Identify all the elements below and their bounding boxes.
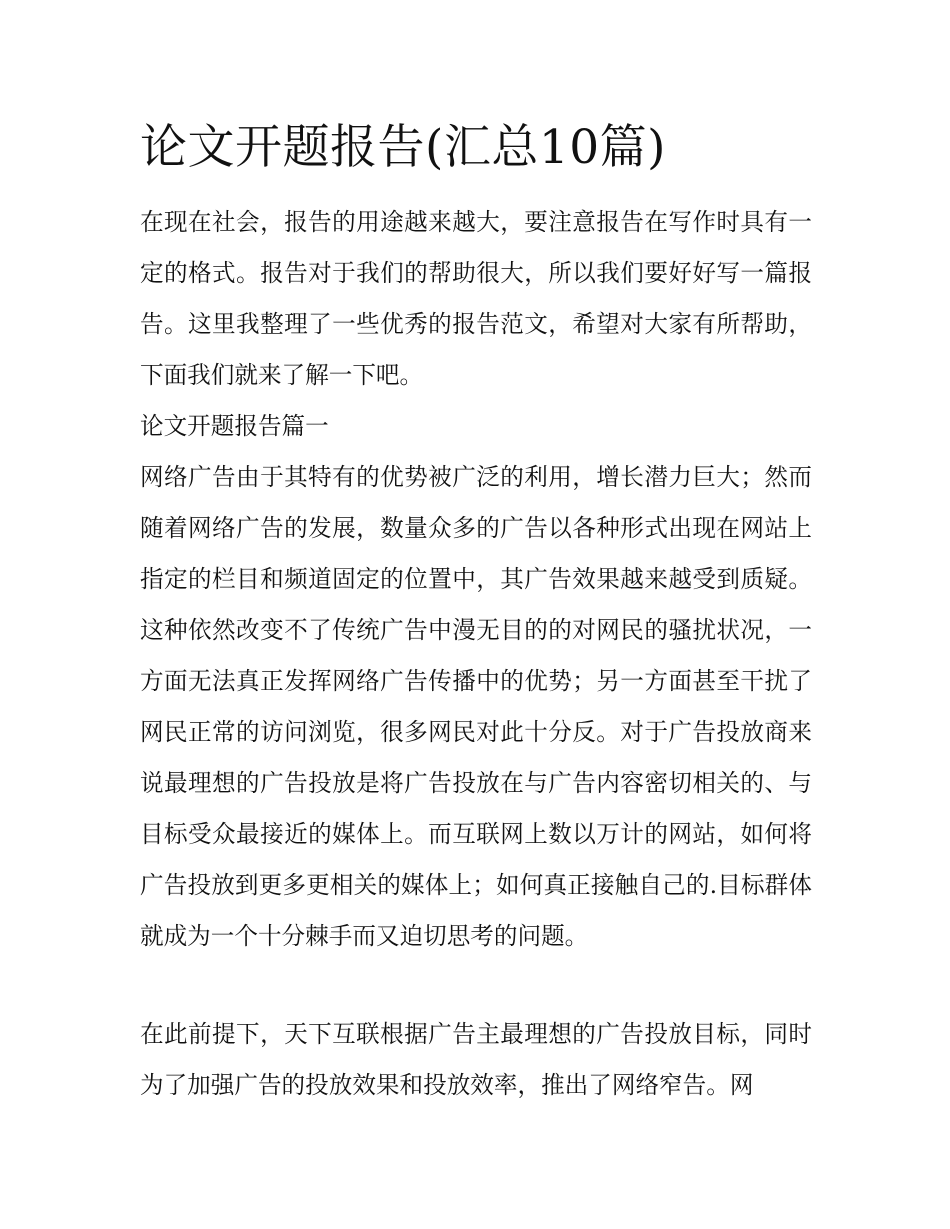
document-title: 论文开题报告(汇总10篇) xyxy=(140,120,666,175)
intro-paragraph: 在现在社会，报告的用途越来越大，要注意报告在写作时具有一定的格式。报告对于我们的帮助很大，所以我们要好好写一篇报告。这里我整理了一些优秀的报告范文，希望对大家有所帮助，下面我们就来了解一下吧。 xyxy=(140,208,812,389)
section-heading: 论文开题报告篇一 xyxy=(140,412,329,440)
body-paragraph: 在此前提下，天下互联根据广告主最理想的广告投放目标，同时为了加强广告的投放效果和投放效率，推出了网络窄告。网 xyxy=(140,1020,812,1099)
body-paragraph: 网络广告由于其特有的优势被广泛的利用，增长潜力巨大；然而随着网络广告的发展，数量众多的广告以各种形式出现在网站上指定的栏目和频道固定的位置中，其广告效果越来越受到质疑。这种依然改变不了传统广告中漫无目的的对网民的骚扰状况，一方面无法真正发挥网络广告传播中的优势；另一方面甚至干扰了网民正常的访问浏览，很多网民对此十分反。对于广告投放商来说最理想的广告投放是将广告投放在与广告内容密切相关的、与目标受众最接近的媒体上。而互联网上数以万计的网站，如何将广告投放到更多更相关的媒体上；如何真正接触自己的.目标群体就成为一个十分棘手而又迫切思考的问题。 xyxy=(140,463,812,950)
